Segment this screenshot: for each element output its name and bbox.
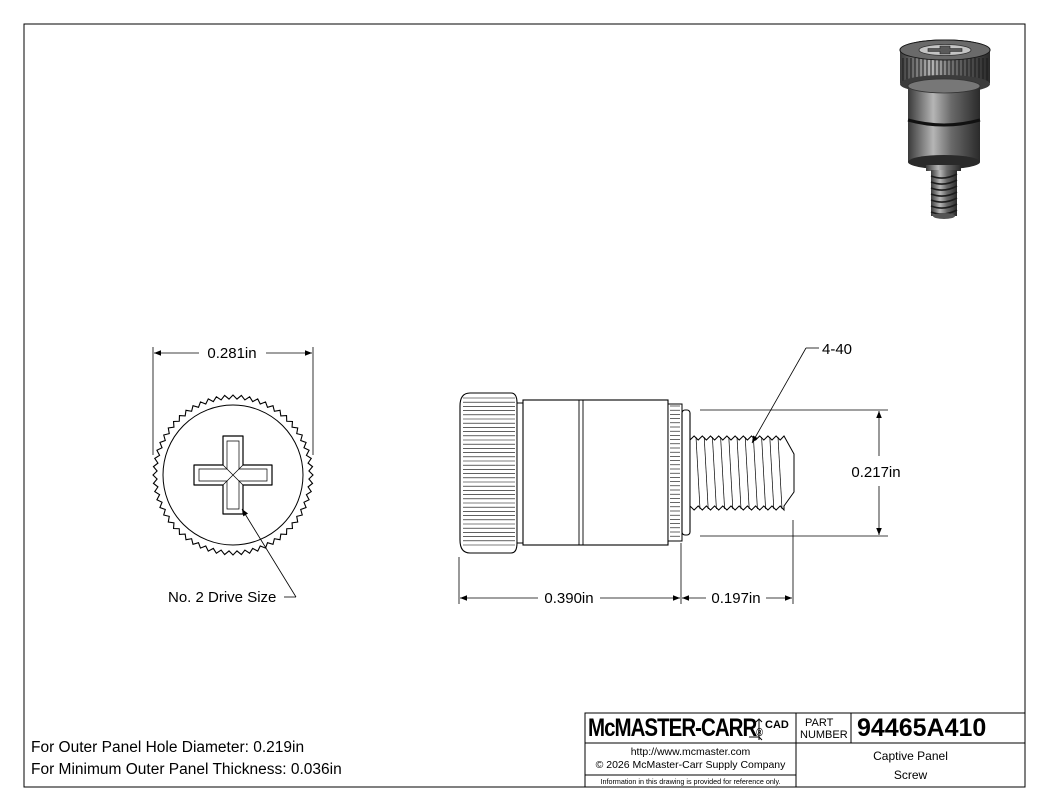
- isometric-preview-image: [900, 40, 990, 219]
- description-line-1: Captive Panel: [873, 749, 948, 763]
- number-label: NUMBER: [800, 729, 848, 741]
- thread-diameter-label: 0.217in: [851, 464, 901, 481]
- side-view: [459, 341, 901, 607]
- part-label: PART: [805, 717, 834, 729]
- body-length-label: 0.390in: [544, 590, 594, 607]
- registered-mark: ®: [756, 727, 762, 739]
- head-diameter-label: 0.281in: [207, 345, 257, 362]
- part-number: 94465A410: [857, 714, 987, 742]
- website-url: http://www.mcmaster.com: [630, 746, 751, 758]
- ferrule-body: [523, 400, 668, 545]
- copyright-text: © 2026 McMaster-Carr Supply Company: [595, 759, 786, 771]
- drive-size-label: No. 2 Drive Size: [168, 589, 277, 606]
- thread-callout-label: 4-40: [822, 341, 853, 358]
- disclaimer-text: Information in this drawing is provided for reference only.: [600, 777, 781, 786]
- knurled-head-side: [460, 393, 517, 553]
- cad-label: CAD: [765, 719, 789, 731]
- panel-thickness-note: For Minimum Outer Panel Thickness: 0.036in: [31, 761, 342, 778]
- description-line-2: Screw: [893, 768, 928, 782]
- hole-diameter-note: For Outer Panel Hole Diameter: 0.219in: [31, 739, 305, 756]
- brand-text: McMASTER-CARR: [588, 714, 757, 742]
- thread-length-label: 0.197in: [711, 590, 761, 607]
- end-view: [153, 345, 313, 606]
- brand-logo: [588, 714, 762, 743]
- flange: [682, 410, 690, 535]
